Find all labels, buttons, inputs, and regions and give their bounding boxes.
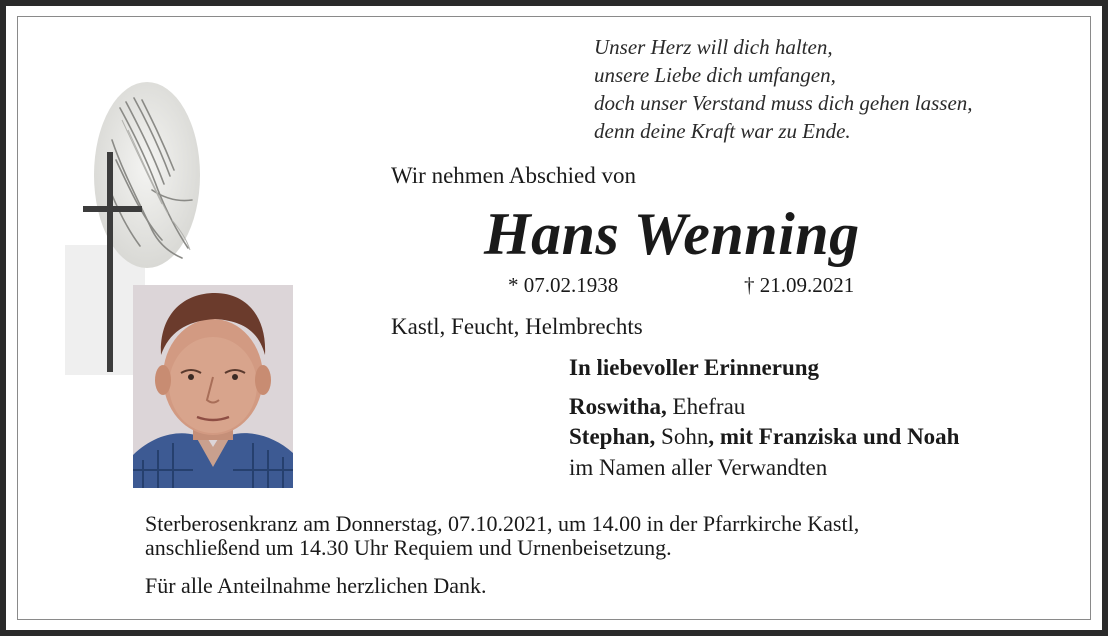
spouse-role: Ehefrau [666, 394, 746, 419]
places: Kastl, Feucht, Helmbrechts [391, 314, 643, 339]
poem-line: denn deine Kraft war zu Ende. [594, 119, 851, 143]
death-date: † 21.09.2021 [744, 273, 855, 297]
intro-text: Wir nehmen Abschied von [391, 163, 636, 188]
family-line-son [569, 424, 959, 450]
notice-line: Sterberosenkranz am Donnerstag, 07.10.2021, um 14.00 in der Pfarrkirche Kastl, [145, 511, 860, 536]
poem-line: doch unser Verstand muss dich gehen lassen, [594, 91, 973, 115]
portrait-photo [133, 285, 293, 488]
cross-bar [83, 206, 142, 212]
memory-heading: In liebevoller Erinnerung [569, 355, 820, 380]
son-role: Sohn [655, 424, 709, 449]
son-name: Stephan, [569, 424, 656, 449]
family-line-spouse [569, 394, 745, 420]
son-extra: , mit Franziska und Noah [708, 424, 960, 449]
poem [594, 33, 973, 145]
birth-date: * 07.02.1938 [508, 273, 619, 297]
deceased-name: Hans Wenning [484, 201, 860, 267]
poem-line: Unser Herz will dich halten, [594, 35, 833, 59]
cross-icon [107, 152, 113, 372]
spouse-name: Roswitha, [569, 394, 667, 419]
thanks-text: Für alle Anteilnahme herzlichen Dank. [145, 573, 487, 598]
poem-line: unsere Liebe dich umfangen, [594, 63, 836, 87]
funeral-notice [145, 512, 859, 560]
notice-line: anschließend um 14.30 Uhr Requiem und Urnenbeisetzung. [145, 535, 672, 560]
family-line-relatives: im Namen aller Verwandten [569, 455, 828, 480]
